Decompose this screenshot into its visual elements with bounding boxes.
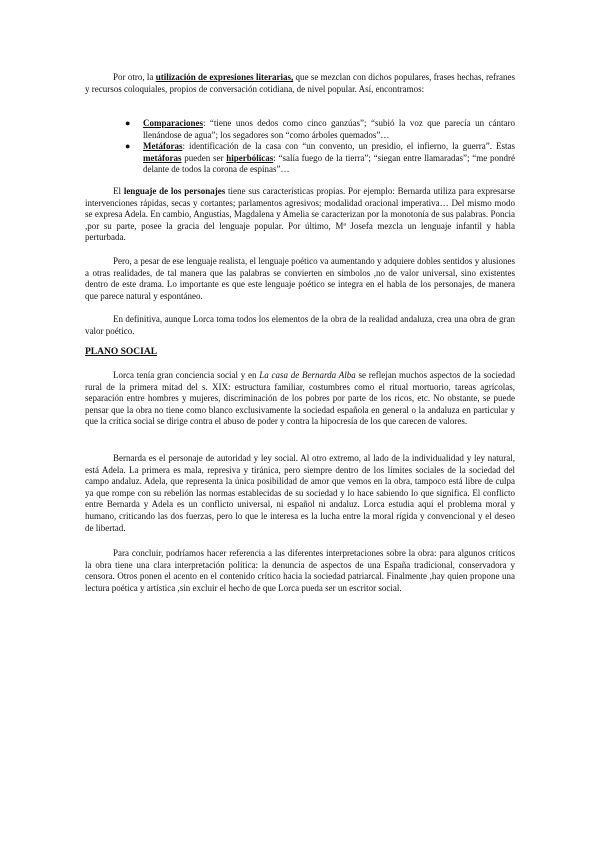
intro-term: utilización de expresiones literarias,	[155, 72, 294, 82]
figures-list	[125, 118, 516, 176]
concluir-paragraph: Para concluir, podríamos hacer referencia a las diferentes interpretaciones sobre la obra: para algunos críticos la obra tiene una clara interpretación política: la denuncia de aspectos de una España tradicional, conservadora y censora. Otros ponen el acento en el contenido crítico hacia la sociedad patriarcal. Finalmente ,hay quien propone una lectura poética y artística ,sin excluir el hecho de que Lorca pueda ser un escritor social.	[85, 548, 515, 593]
lenguaje-text-a: El	[113, 186, 124, 196]
lorca-text-b: se reflejan muchos aspectos de la sociedad rural de la primera mitad del s. XIX: estructura familiar, costumbres como el ritual mortuorio, tareas agrícolas, separación entre hombres y mujeres, discriminación de los pobres por parte de los ricos, etc. No obstante, se puede pensar que la obra no tiene como blanco exclusivamente la sociedad española en general o la andaluza en particular y que la crítica social se dirige contra el abuso de poder y contra la hipocresía de los que carecen de valores.	[85, 370, 515, 427]
term-hiperbolicas: hiperbólicas	[226, 152, 274, 163]
bullet-icon: ●	[125, 118, 131, 128]
metaforas-text-a: : identificación de la casa con “un convento, un presidio, el infierno, la guerra”. Estas	[182, 141, 515, 152]
definitiva-paragraph: En definitiva, aunque Lorca toma todos los elementos de la obra de la realidad andaluza, crea una obra de gran valor poético.	[85, 314, 515, 336]
work-title: La casa de Bernarda Alba	[259, 370, 356, 380]
section-heading: PLANO SOCIAL	[85, 347, 158, 357]
metaforas-text-c: : “salía fuego de la tierra”; “siegan entre llamaradas”; “me pondré delante de todos la corona de espinas”…	[143, 152, 516, 175]
bernarda-paragraph: Bernarda es el personaje de autoridad y ley social. Al otro extremo, al lado de la individualidad y ley natural, está Adela. La primera es mala, represiva y tiránica, pero siempre dentro de los límites sociales de la sociedad del campo andaluz. Adela, que representa la única posibilidad de amor que vemos en la obra, tampoco está libre de culpa ya que rompe con su rebelión las normas establecidas de su sociedad y lo hace sabiendo lo que significa. El conflicto entre Bernarda y Adela es un conflicto universal, ni español ni andaluz. Lorca estudia aquí el problema moral y humano, criticando las dos fuerzas, pero lo que le interesa es la lucha entre la moral rígida y convencional y el deseo de libertad.	[85, 453, 515, 533]
metaforas-text-b: pueden ser	[181, 152, 227, 163]
intro-text-a: Por otro, la	[113, 72, 156, 82]
term-metaforas: Metáforas	[143, 141, 183, 152]
intro-text-b: que se mezclan con dichos populares, frases hechas, refranes y recursos coloquiales, propios de conversación cotidiana, de nivel popular. Así, encontramos:	[85, 72, 515, 94]
lenguaje-paragraph	[85, 186, 515, 244]
lenguaje-term: lenguaje de los personajes	[123, 186, 226, 196]
list-item-metaforas	[125, 141, 516, 176]
intro-paragraph	[85, 72, 515, 95]
lorca-text-a: Lorca tenía gran conciencia social y en	[113, 370, 260, 380]
lorca-paragraph	[85, 370, 515, 428]
bullet-icon: ●	[125, 141, 131, 152]
list-item-comparaciones	[125, 118, 515, 141]
pero-paragraph: Pero, a pesar de ese lenguaje realista, el lenguaje poético va aumentando y adquiere dobles sentidos y alusiones a otras realidades, de tal manera que las palabras se convierten en símbolos ,no de valor universal, sino existentes dentro de este drama. Lo importante es que este lenguaje poético se integra en el habla de los personajes, de manera que parece natural y espontáneo.	[85, 256, 515, 301]
term-metaforas-2: metáforas	[143, 152, 182, 163]
comparaciones-text: : “tiene unos dedos como cinco ganzúas”; “subió la voz que parecía un cántaro llenándose de agua”; los segadores son “como árboles quemados”…	[143, 118, 515, 140]
lenguaje-text-b: tiene sus características propias. Por ejemplo: Bernarda utiliza para expresarse intervenciones rápidas, secas y cortantes; parlamentos agresivos; modalidad oracional imperativa… Del mismo modo se expresa Adela. En cambio, Angustias, Magdalena y Amelia se caracterizan por la monotonía de sus palabras. Poncia ,por su parte, posee la gracia del lenguaje popular. Por último, Mª Josefa mezcla un lenguaje infantil y habla perturbada.	[85, 186, 515, 243]
term-comparaciones: Comparaciones	[143, 118, 203, 128]
